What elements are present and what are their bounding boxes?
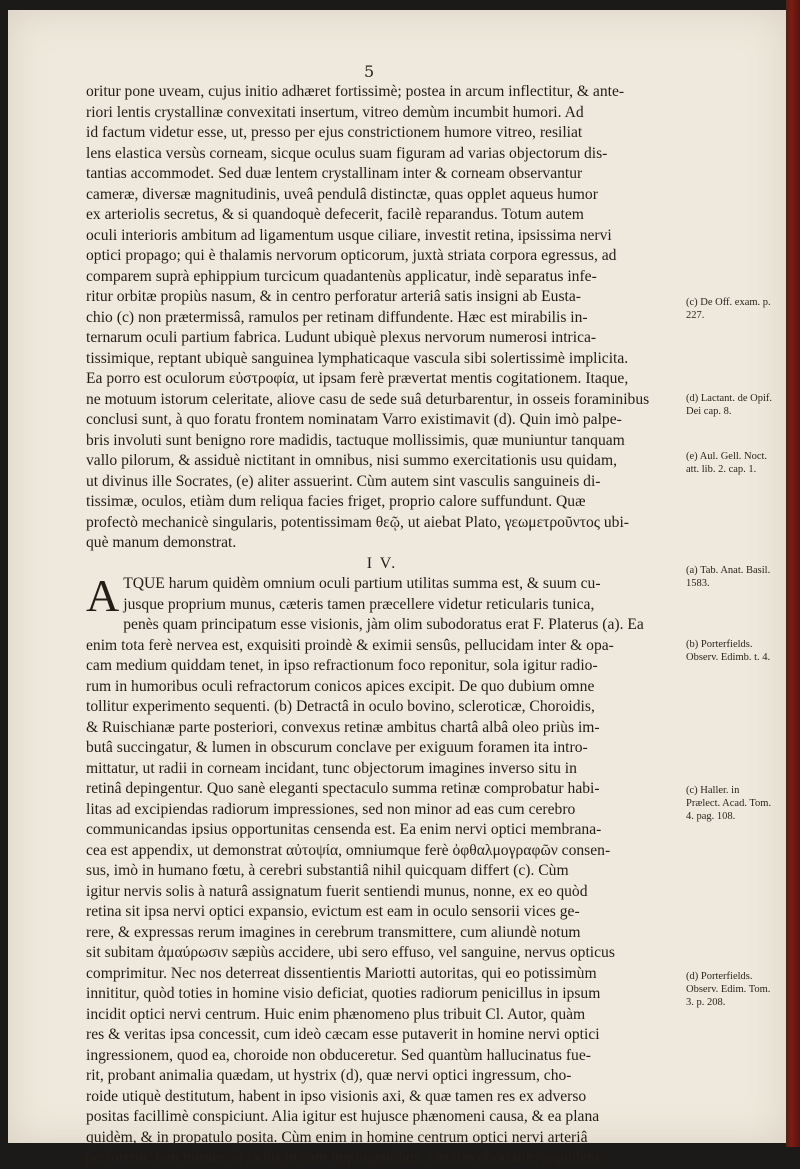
text-line: rere, & expressas rerum imagines in cerebrum transmittere, cum aliundè notum <box>86 923 581 941</box>
text-line: conclusi sunt, à quo foratu frontem nominatam Varro existimavit (d). Quin imò palpe- <box>86 411 622 428</box>
text-line: vallo pilorum, & assiduè nictitant in omnibus, nisi summo exercitationis usu quidam, <box>86 452 618 469</box>
text-line: sus, imò in humano fœtu, à cerebri substantiâ nihil quicquam differt (c). Cùm <box>86 862 569 879</box>
text-line: retina sit ipsa nervi optici expansio, evictum est eam in oculo sensorii vices ge- <box>86 903 580 920</box>
text-line: ex arteriolis secretus, & si quandoquè defecerit, facilè reparandus. Totum autem <box>86 206 584 223</box>
text-line: comparem suprà ephippium turcicum quadantenùs applicatur, indè separatus infe- <box>86 267 597 285</box>
text-line: perforetur, non mirum, si radiis in eam impingentibus, cæcitas oboriatur, siquidèm <box>86 1149 600 1166</box>
text-line: incidit optici nervi centrum. Huic enim phænomeno plus tribuit Cl. Autor, quàm <box>86 1005 586 1023</box>
book-binding-edge <box>786 0 800 1147</box>
text-line: litas ad excipiendas radiorum impressiones, sed non minor ad eas cum cerebro <box>86 800 576 818</box>
text-line: ritur orbitæ propiùs nasum, & in centro perforatur arteriâ satis insigni ab Eusta- <box>86 288 581 305</box>
text-line: tantias accommodet. Sed duæ lentem crystallinam inter & corneam observantur <box>86 165 583 182</box>
text-line: optici propago; qui è thalamis nervorum opticorum, juxtà striata corpora egressus, ad <box>86 247 617 264</box>
text-line: rit, probant animalia quædam, ut hystrix (d), quæ nervi optici ingressum, cho- <box>86 1067 572 1084</box>
text-line: comprimitur. Nec nos deterreat dissentientis Mariotti autoritas, qui eo potissimùm <box>86 964 597 982</box>
text-line: butâ succingatur, & lumen in obscurum conclave per exiguum foramen ita intro- <box>86 739 588 756</box>
paragraph-1 <box>86 82 678 554</box>
page-number: 5 <box>364 62 375 81</box>
margin-note: (e) Aul. Gell. Noct. att. lib. 2. cap. 1. <box>686 451 768 475</box>
text-line: enim tota ferè nervea est, exquisiti proindè & eximii sensûs, pellucidam inter & opa- <box>86 636 614 654</box>
text-line: ut divinus ille Socrates, (e) aliter assuerint. Cùm autem sint vasculis sanguineis di- <box>86 472 601 490</box>
text-line: riori lentis crystallinæ convexitati insertum, vitreo demùm incumbit humori. Ad <box>86 103 584 121</box>
text-line: retinâ depingentur. Quo sanè eleganti spectaculo summa retinæ comprobatur habi- <box>86 780 600 797</box>
text-line: penès quam principatum esse visionis, jàm olim subodoratus erat F. Platerus (a). Ea <box>123 616 644 633</box>
margin-note: (d) Lactant. de Opif. Dei cap. 8. <box>686 393 773 417</box>
text-line: quidèm, & in propatulo posita. Cùm enim in homine centrum optici nervi arteriâ <box>86 1128 588 1146</box>
text-line: cam medium quiddam tenet, in ipso refractionum foco reponitur, sola igitur radio- <box>86 657 598 674</box>
text-line: mittatur, ut radii in corneam incidant, tunc objectorum imagines inverso situ in <box>86 759 577 777</box>
text-line: cameræ, diversæ magnitudinis, uveâ pendulâ distinctæ, quas opplet aqueus humor <box>86 185 598 203</box>
text-line: rum in humoribus oculi refractorum conicos apices excipit. De quo dubium omne <box>86 677 595 695</box>
text-line: communicandas ipsius opportunitas censenda est. Ea enim nervi optici membrana- <box>86 821 602 838</box>
main-text-column <box>86 82 678 1169</box>
margin-note: (c) De Off. exam. p. 227. <box>686 297 771 321</box>
text-line: profectò mechanicè singularis, potentissimam θεῷ, ut aiebat Plato, γεωμετροῦντος ubi- <box>86 513 630 531</box>
text-line: bris involuti sunt benigno rore madidis, tactuque mollissimis, quæ muniuntur tanquam <box>86 431 625 449</box>
text-line: innititur, quòd toties in homine visio deficiat, quoties radiorum penicillus in ipsum <box>86 985 601 1002</box>
paragraph-2 <box>86 570 678 1169</box>
text-line: ternarum oculi partium fabrica. Ludunt ubiquè plexus nervorum numerosi intrica- <box>86 329 597 346</box>
margin-note: (b) Porterfields. Observ. Edimb. t. 4. <box>686 639 771 663</box>
margin-note: (c) Haller. in Prælect. Acad. Tom. 4. pag. 108. <box>686 785 772 822</box>
text-line: oritur pone uveam, cujus initio adhæret fortissimè; postea in arcum inflectitur, & ante- <box>86 83 625 100</box>
text-line: tissimique, reptant ubiquè sanguinea lymphaticaque vascula sibi solertissimè implicita. <box>86 349 629 367</box>
text-line: res & veritas ipsa concessit, cum ideò cæcam esse putaverit in homine nervi optici <box>86 1026 600 1043</box>
margin-note: (d) Porterfields. Observ. Edim. Tom. 3. p. 208. <box>686 971 771 1008</box>
text-line: què manum demonstrat. <box>86 534 237 551</box>
book-page <box>8 10 786 1166</box>
text-line: Ea porro est oculorum εὐστροφία, ut ipsam ferè prævertat mentis cogitationem. Itaque, <box>86 370 629 387</box>
section-heading: I V. <box>366 554 398 572</box>
text-line: tissimæ, oculos, etiàm dum reliqua facies friget, proprio calore suffundunt. Quæ <box>86 493 586 510</box>
text-line: ingressionem, quod ea, choroide non obduceretur. Sed quantùm hallucinatus fue- <box>86 1046 591 1064</box>
text-line: id factum videtur esse, ut, presso per ejus constrictionem humore vitreo, resiliat <box>86 124 583 141</box>
text-line: ne motuum istorum celeritate, aliove casu de sede suâ deturbarentur, in osseis foraminibus <box>86 390 650 408</box>
margin-note: (a) Tab. Anat. Basil. 1583. <box>686 565 771 589</box>
drop-cap: A <box>86 570 120 621</box>
text-line: jusque proprium munus, cæteris tamen præcellere videtur reticularis tunica, <box>123 595 595 613</box>
text-line: sit subitam ἀμαύρωσιν sæpiùs accidere, ubi sero effuso, vel sanguine, nervus opticus <box>86 944 615 961</box>
text-line: TQUE harum quidèm omnium oculi partium utilitas summa est, & suum cu- <box>123 575 601 592</box>
text-line: cea est appendix, ut demonstrat αὐτοψία, omniumque ferè ὀφθαλμογραφῶν consen- <box>86 841 611 859</box>
text-line: igitur nervis solis à naturâ assignatum fuerit sentiendi munus, nonne, ex eo quòd <box>86 882 588 900</box>
text-line: oculi interioris ambitum ad ligamentum usque ciliare, investit retina, ipsissima nervi <box>86 226 612 244</box>
text-line: tollitur experimento sequenti. (b) Detractâ in oculo bovino, scleroticæ, Choroidis, <box>86 698 595 715</box>
text-line: positas facillimè conspiciunt. Alia igitur est hujusce phænomeni causa, & ea plana <box>86 1108 600 1125</box>
text-line: & Ruischianæ parte posteriori, convexus retinæ ambitus chartâ albâ oleo priùs im- <box>86 718 600 736</box>
text-line: chio (c) non prætermissâ, ramulos per retinam diffundente. Hæc est mirabilis in- <box>86 308 588 326</box>
text-line: roide utiquè destitutum, habent in ipso visionis axi, & quæ tamen res ex adverso <box>86 1087 587 1105</box>
text-line: lens elastica versùs corneam, sicque oculus suam figuram ad varias objectorum dis- <box>86 144 608 162</box>
